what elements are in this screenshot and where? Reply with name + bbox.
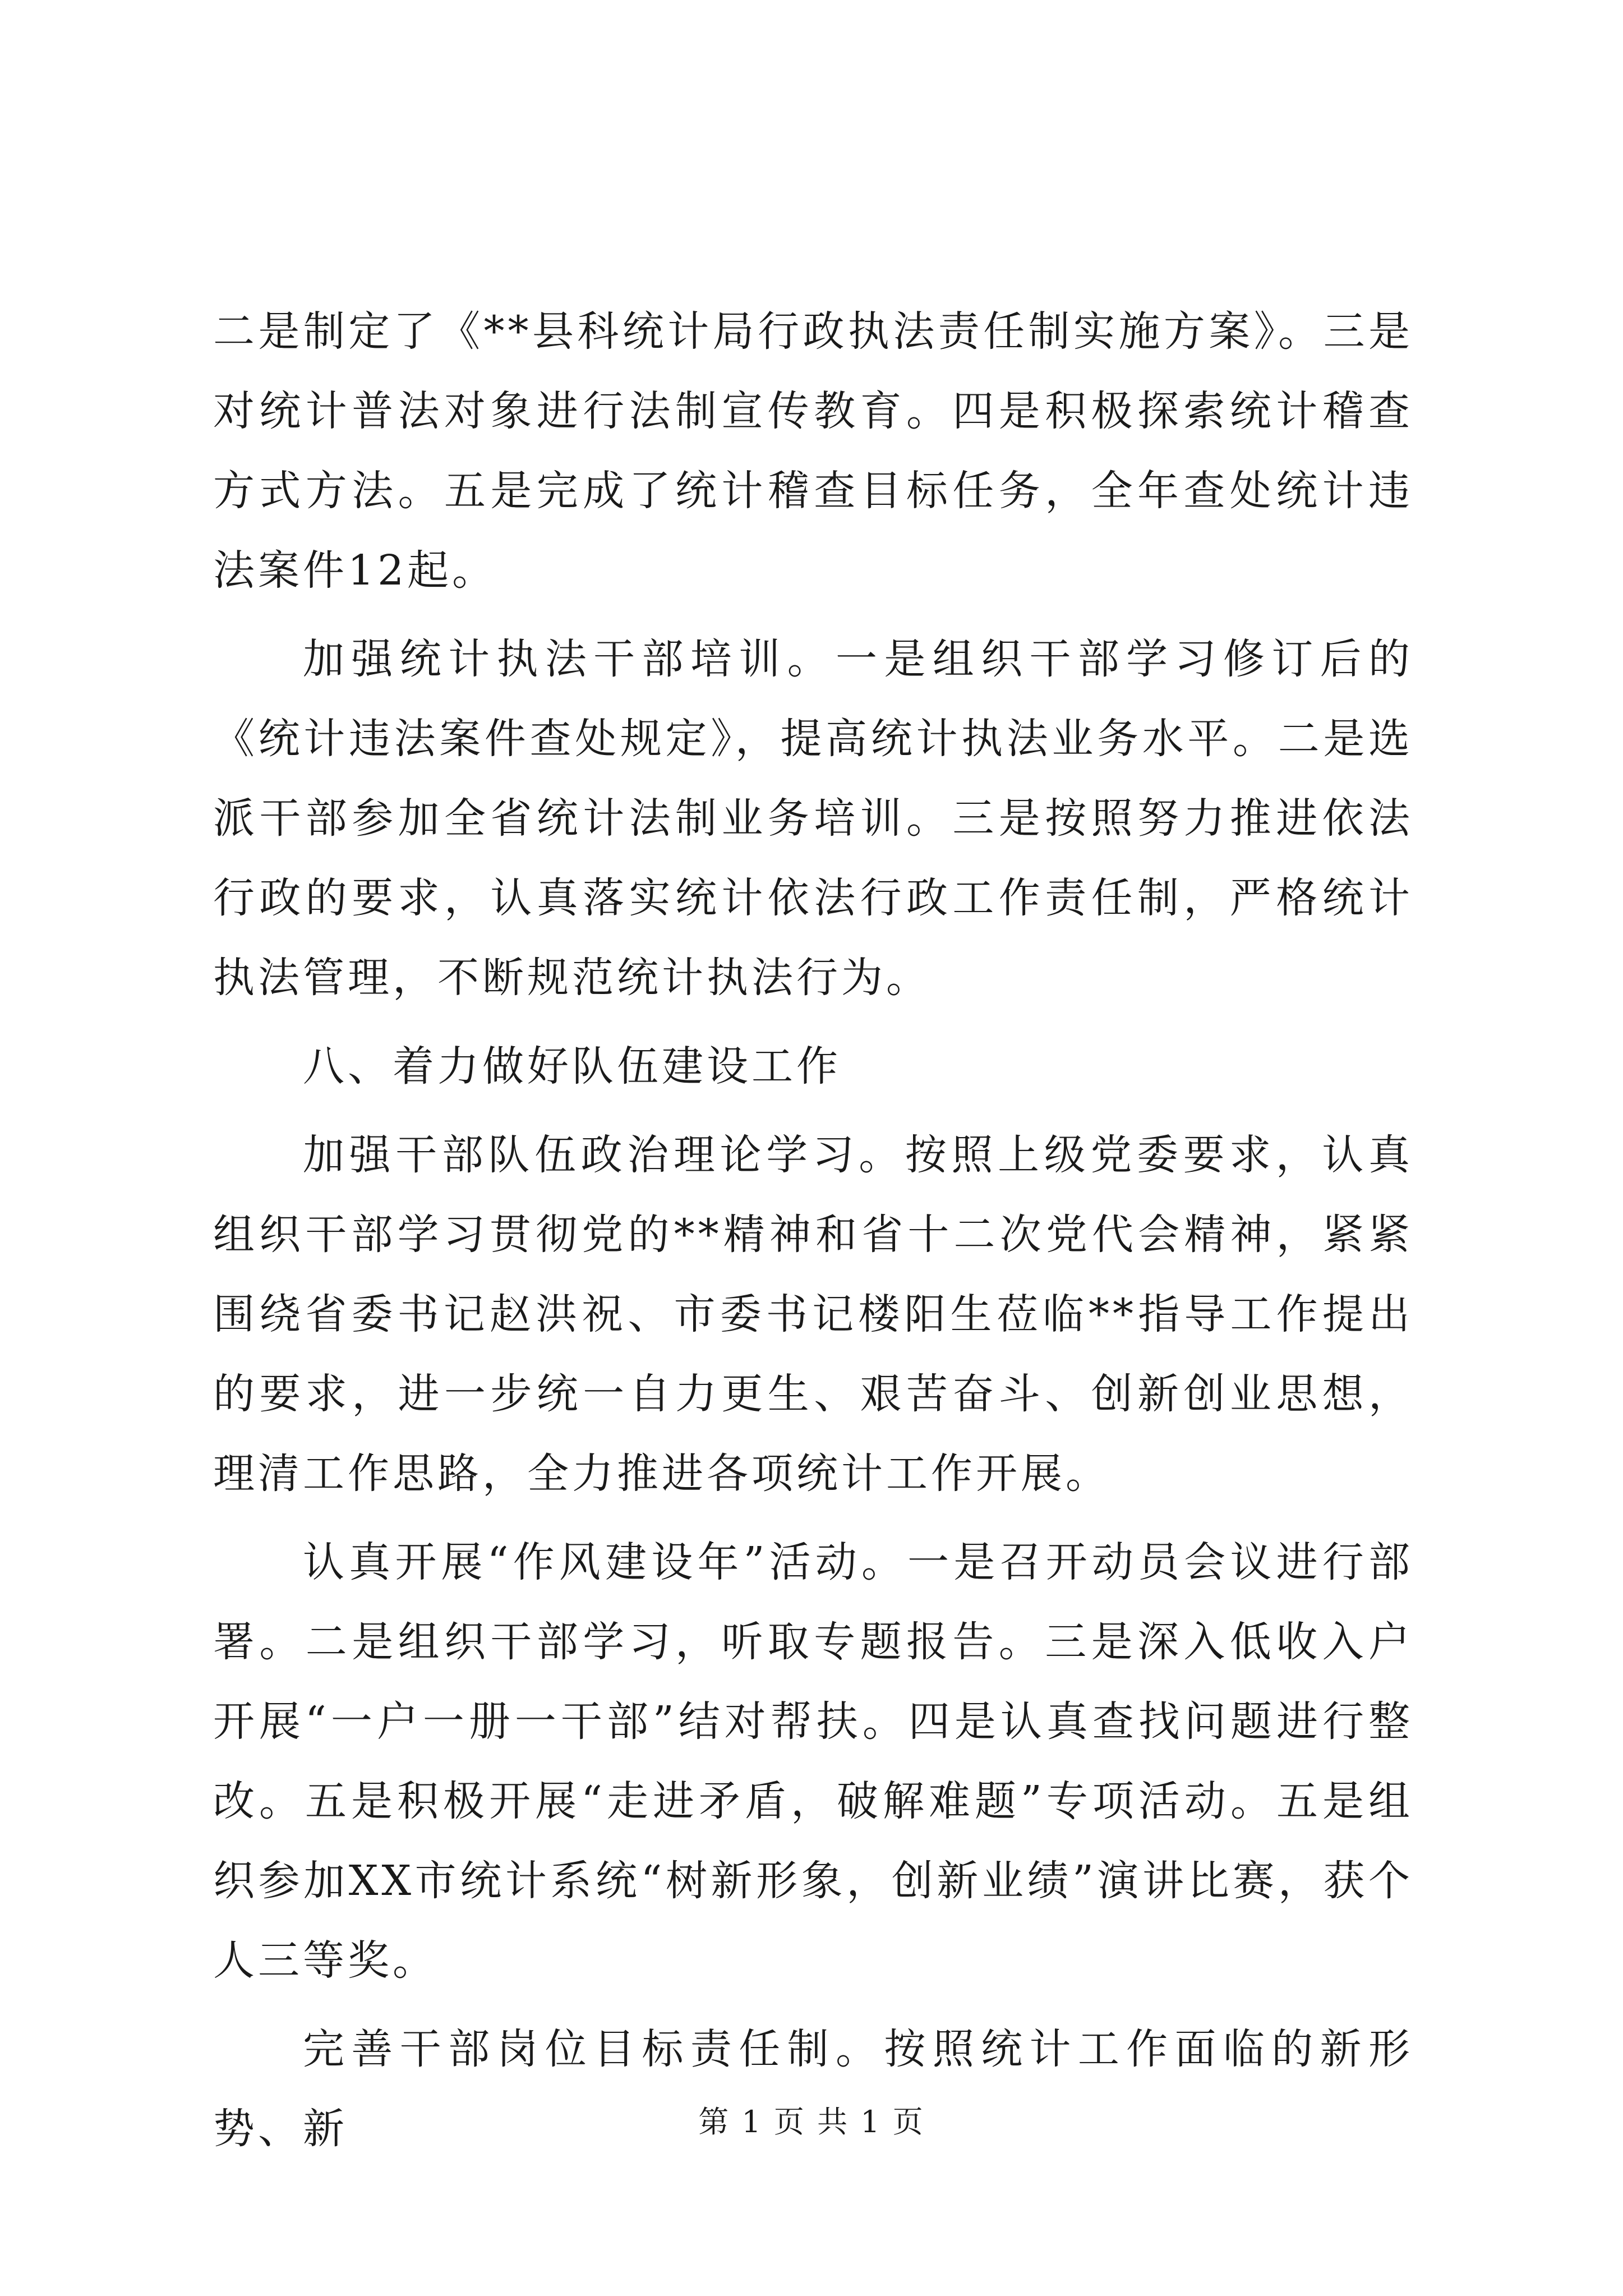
paragraph-work-style-year: 认真开展“作风建设年”活动。一是召开动员会议进行部署。二是组织干部学习，听取专题报告。三是深入低收入户开展“一户一册一干部”结对帮扶。四是认真查找问题进行整改。五是积极开展“走进矛盾，破解难题”专项活动。五是组织参加XX市统计系统“树新形象，创新业绩”演讲比赛，获个人三等奖。 (213, 1538, 1413, 1985)
paragraph-political-theory-study: 加强干部队伍政治理论学习。按照上级党委要求，认真组织干部学习贯彻党的**精神和省十二次党代会精神，紧紧围绕省委书记赵洪祝、市委书记楼阳生莅临**指导工作提出的要求，进一步统一自力更生、艰苦奋斗、创新创业思想，理清工作思路，全力推进各项统计工作开展。 (213, 1131, 1413, 1498)
page-number-footer: 第 1 页 共 1 页 (698, 2104, 925, 2139)
paragraph-post-responsibility: 完善干部岗位目标责任制。按照统计工作面临的新形势、新 (213, 2025, 1413, 2153)
document-body (213, 292, 1413, 2169)
paragraph-statistics-inspection: 二是制定了《**县科统计局行政执法责任制实施方案》。三是对统计普法对象进行法制宣传教育。四是积极探索统计稽查方式方法。五是完成了统计稽查目标任务，全年查处统计违法案件12起。 (213, 307, 1413, 595)
paragraph-law-enforcement-training: 加强统计执法干部培训。一是组织干部学习修订后的《统计违法案件查处规定》，提高统计执法业务水平。二是选派干部参加全省统计法制业务培训。三是按照努力推进依法行政的要求，认真落实统计依法行政工作责任制，严格统计执法管理，不断规范统计执法行为。 (213, 635, 1413, 1002)
section-heading-team-building: 八、着力做好队伍建设工作 (303, 1042, 841, 1091)
